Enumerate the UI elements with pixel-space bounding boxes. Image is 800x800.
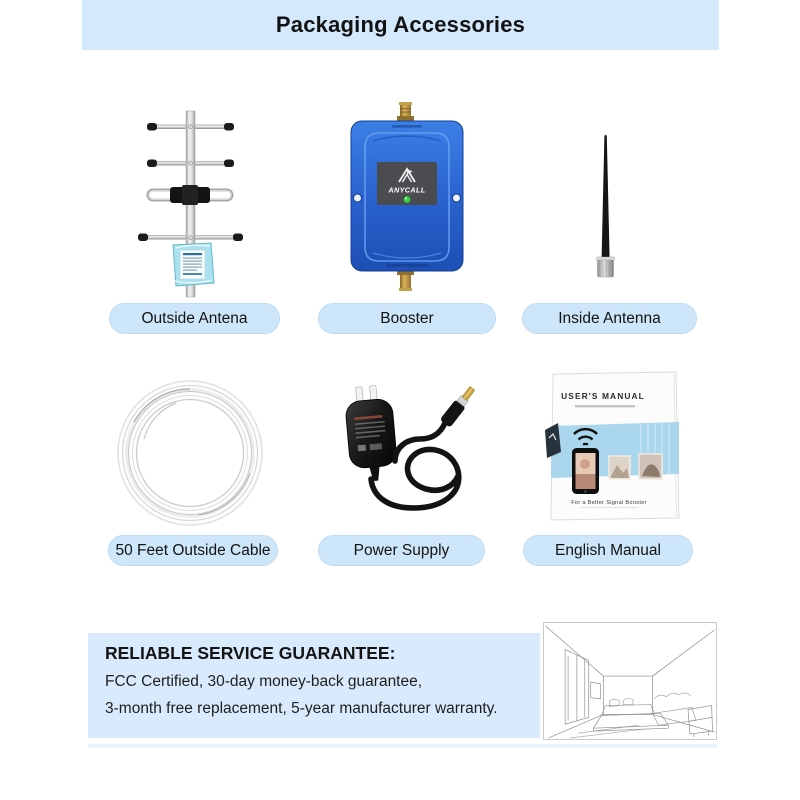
room-sketch xyxy=(544,623,716,739)
sketch-floor-lines xyxy=(570,725,643,738)
booster-image xyxy=(348,101,466,293)
manual-image xyxy=(545,368,685,526)
label-pill-power-supply: Power Supply xyxy=(318,535,485,566)
outside-antenna-image xyxy=(120,95,280,300)
power-supply-image xyxy=(340,368,490,528)
power-led xyxy=(404,196,411,203)
antenna-packaging-bag xyxy=(173,243,214,286)
bottom-shade-line xyxy=(88,744,717,748)
dc-plug xyxy=(440,384,478,427)
label-pill-inside-antenna: Inside Antenna xyxy=(522,303,697,334)
cable-coil-image xyxy=(114,377,266,529)
label-pill-outside-cable: 50 Feet Outside Cable xyxy=(108,535,278,566)
sketch-tv xyxy=(591,682,601,699)
page-title: Packaging Accessories xyxy=(82,0,719,50)
guarantee-line-1: FCC Certified, 30-day money-back guarantee, xyxy=(105,673,423,690)
whip-rod xyxy=(602,135,610,258)
mount-hole-right xyxy=(453,194,461,202)
label-pill-english-manual: English Manual xyxy=(523,535,693,566)
yagi-folded-dipole xyxy=(148,185,232,205)
room-sketch-frame xyxy=(543,622,717,740)
manual-subtitle-line xyxy=(575,405,635,407)
manual-title: USER'S MANUAL xyxy=(561,391,645,401)
booster-top-marking xyxy=(392,125,422,128)
inside-antenna-image xyxy=(580,128,630,280)
guarantee-heading: RELIABLE SERVICE GUARANTEE: xyxy=(105,643,396,663)
brand-label xyxy=(377,162,437,205)
adapter-body xyxy=(344,384,399,483)
guarantee-box xyxy=(88,633,540,738)
sma-connector-bottom xyxy=(397,270,414,291)
label-pill-outside-antenna: Outside Antena xyxy=(109,303,280,334)
guarantee-line-2: 3-month free replacement, 5-year manufacturer warranty. xyxy=(105,700,498,717)
sketch-wardrobe xyxy=(565,650,589,725)
mount-hole-left xyxy=(354,194,362,202)
coil-center-hole xyxy=(137,400,244,507)
manual-tagline: For a Better Signal Booster xyxy=(571,500,647,506)
brand-text: ANYCALL xyxy=(388,185,426,195)
label-pill-booster: Booster xyxy=(318,303,496,334)
sma-connector-top xyxy=(397,102,414,121)
booster-bottom-marking xyxy=(386,264,428,267)
sketch-nightstand xyxy=(688,706,713,737)
phone-illustration xyxy=(572,448,599,494)
sketch-back-wall xyxy=(603,676,652,714)
